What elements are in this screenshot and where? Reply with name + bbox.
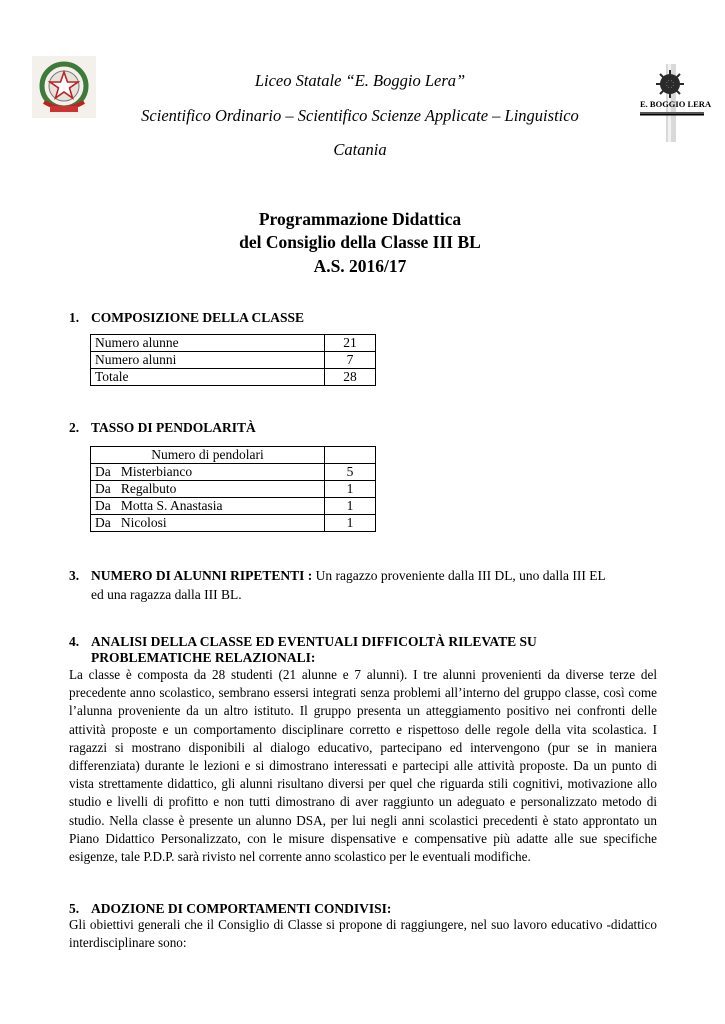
section-title: ADOZIONE DI COMPORTAMENTI CONDIVISI: <box>91 901 392 916</box>
row-prefix: Da <box>95 481 111 496</box>
row-value: 1 <box>325 515 376 532</box>
table-row <box>91 515 376 532</box>
row-label <box>91 464 325 481</box>
row-label <box>91 498 325 515</box>
section-4-heading <box>69 634 537 666</box>
row-value: 1 <box>325 481 376 498</box>
table-header-row <box>91 447 376 464</box>
school-city: Catania <box>333 140 387 159</box>
shared-behaviours-paragraph: Gli obiettivi generali che il Consiglio di Classe si propone di raggiungere, nel suo lavoro educativo -didattico interdisciplinare sono: <box>69 917 657 951</box>
document-title: Programmazione Didattica <box>258 209 462 229</box>
table-row <box>91 464 376 481</box>
section-number: 4. <box>69 634 80 649</box>
republic-emblem-logo <box>32 56 96 118</box>
row-label <box>91 481 325 498</box>
row-prefix: Da <box>95 515 111 530</box>
section-5-heading <box>69 901 391 917</box>
school-name: Liceo Statale “E. Boggio Lera” <box>254 71 466 90</box>
row-value: 21 <box>325 335 376 352</box>
row-place: Motta S. Anastasia <box>120 498 223 513</box>
row-value: 28 <box>325 369 376 386</box>
table-row <box>91 369 376 386</box>
row-label: Numero alunne <box>91 335 325 352</box>
table-header-empty <box>325 447 376 464</box>
row-value: 1 <box>325 498 376 515</box>
table-row <box>91 498 376 515</box>
section-title: TASSO DI PENDOLARITÀ <box>91 420 256 435</box>
document-subtitle: del Consiglio della Classe III BL <box>239 232 481 252</box>
school-branches: Scientifico Ordinario – Scientifico Scienze Applicate – Linguistico <box>141 106 579 125</box>
row-label: Numero alunni <box>91 352 325 369</box>
section-title-2: PROBLEMATICHE RELAZIONALI: <box>91 650 316 665</box>
section-3 <box>69 566 659 604</box>
row-place: Regalbuto <box>120 481 177 496</box>
row-place: Nicolosi <box>120 515 167 530</box>
class-composition-table <box>90 334 376 386</box>
table-row <box>91 335 376 352</box>
row-place: Misterbianco <box>120 464 193 479</box>
class-analysis-paragraph: La classe è composta da 28 studenti (21 alunne e 7 alunni). I tre alunni provenienti da diverse terze del precedente anno scolastico, sembrano essersi integrati senza problemi all’interno del gruppo classe, così come l’alunna proveniente da un altro istituto. Il gruppo presenta un atteggiamento positivo nei confronti delle attività proposte e un comportamento disciplinare corretto e rispettoso delle regole della vita scolastica. I ragazzi si mostrano disponibili al dialogo educativo, partecipano ed intervengono (pur se in maniera differenziata) durante le lezioni e si dimostrano interessati e partecipi alle attività proposte. Da un punto di vista strettamente didattico, gli alunni risultano diversi per quel che riguarda stili cognitivi, motivazione allo studio e livelli di profitto e non tutti dimostrano di aver raggiunto un adeguato e personalizzato metodo di studio. Nella classe è presente un alunno DSA, per lui negli anni scolastici precedenti è stato approntato un Piano Didattico Personalizzato, con le misure dispensative e compensative più adatte alle sue specifiche esigenze, tale P.D.P. sarà rivisto nel corrente anno scolastico per le eventuali modifiche. <box>69 667 657 865</box>
section-number: 2. <box>69 420 80 435</box>
section-title: COMPOSIZIONE DELLA CLASSE <box>91 310 305 325</box>
school-logo <box>636 62 712 144</box>
table-row <box>91 481 376 498</box>
table-header: Numero di pendolari <box>91 447 325 464</box>
section-number: 5. <box>69 901 80 916</box>
section-2-heading <box>69 420 256 436</box>
row-label <box>91 515 325 532</box>
row-value: 7 <box>325 352 376 369</box>
commuters-table <box>90 446 376 532</box>
school-logo-text: E. BOGGIO LERA <box>640 99 712 109</box>
section-number: 1. <box>69 310 80 325</box>
section-title: ANALISI DELLA CLASSE ED EVENTUALI DIFFICOLTÀ RILEVATE SU <box>91 634 537 649</box>
section-3-text: Un ragazzo proveniente dalla III DL, uno dalla III EL <box>312 568 606 583</box>
row-prefix: Da <box>95 498 111 513</box>
school-year: A.S. 2016/17 <box>313 256 407 276</box>
section-number: 3. <box>69 568 80 583</box>
row-prefix: Da <box>95 464 111 479</box>
section-1-heading <box>69 310 304 326</box>
table-row <box>91 352 376 369</box>
logo-underline <box>640 112 704 114</box>
row-label: Totale <box>91 369 325 386</box>
row-value: 5 <box>325 464 376 481</box>
section-3-text-2: ed una ragazza dalla III BL. <box>91 587 242 602</box>
section-title: NUMERO DI ALUNNI RIPETENTI : <box>91 568 313 583</box>
